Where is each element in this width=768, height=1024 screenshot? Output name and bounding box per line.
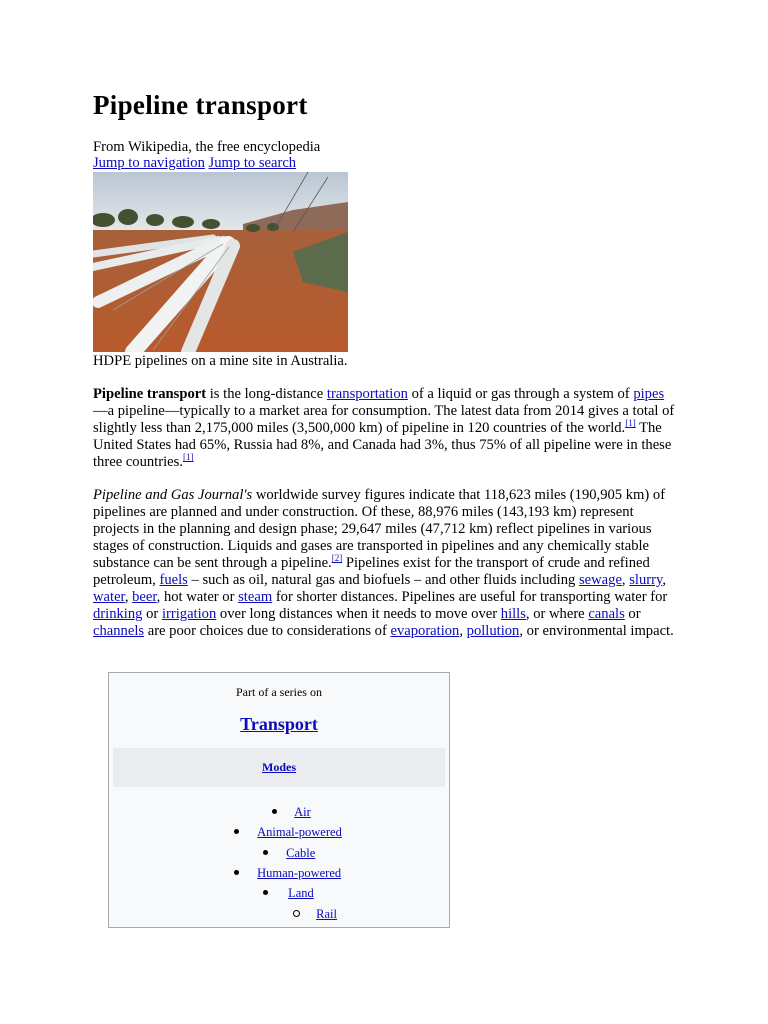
text: , (621, 572, 630, 588)
text: , (124, 589, 133, 605)
link-irrigation[interactable]: irrigation (161, 606, 217, 622)
series-label: Part of a series on (236, 685, 322, 699)
list-item (263, 886, 314, 901)
list-item (234, 825, 342, 840)
modes-heading-link[interactable]: Modes (262, 760, 296, 774)
bullet-icon (234, 829, 239, 834)
text: or (624, 606, 641, 622)
mode-land-link[interactable]: Land (288, 886, 314, 900)
link-sewage[interactable]: sewage (578, 572, 622, 588)
mode-rail-link[interactable]: Rail (316, 907, 337, 921)
tagline: From Wikipedia, the free encyclopedia (93, 139, 321, 155)
text: , hot water or (156, 589, 239, 605)
link-steam[interactable]: steam (238, 589, 273, 605)
journal-title: Pipeline and Gas Journal's (93, 487, 253, 503)
text: , or where (525, 606, 589, 622)
text: , or environmental impact. (519, 623, 674, 639)
bullet-icon (272, 809, 277, 814)
mode-human-powered-link[interactable]: Human-powered (257, 866, 342, 880)
link-slurry[interactable]: slurry (629, 572, 663, 588)
reference-1-link-b[interactable]: [1] (182, 452, 194, 462)
link-hills[interactable]: hills (500, 606, 526, 622)
text: —a pipeline—typically to a market area for consumption. The latest data from 2014 gives a total of slightly less than 2,175,000 miles (3,500,000 km) of pipeline in 120 countries of the world. (93, 403, 675, 436)
bullet-icon (263, 890, 268, 895)
text: worldwide survey figures indicate that 118,623 miles (190,905 km) of pipelines are planned and under construction. Of these, 88,976 miles (143,193 km) represent projects in the planning and design phase; 29,647 miles (47,712 km) reflect pipelines in various stages of construction. Liquids and gases are transported in pipelines and any chemically stable substance can be sent through a pipeline. (93, 487, 666, 571)
text: is the long-distance (206, 386, 327, 402)
transport-title-link[interactable]: Transport (240, 714, 318, 734)
jump-to-search-link[interactable]: Jump to search (208, 155, 297, 171)
link-fuels[interactable]: fuels (159, 572, 188, 588)
survey-paragraph (93, 487, 675, 640)
text: for shorter distances. Pipelines are useful for transporting water for (272, 589, 668, 605)
text: are poor choices due to considerations of (144, 623, 391, 639)
link-channels[interactable]: channels (93, 623, 145, 639)
link-pollution[interactable]: pollution (466, 623, 520, 639)
link-water[interactable]: water (93, 589, 125, 605)
link-evaporation[interactable]: evaporation (390, 623, 460, 639)
text: , (459, 623, 467, 639)
link-pipes[interactable]: pipes (633, 386, 665, 402)
circle-bullet-icon (293, 910, 300, 917)
pipeline-photo-illustration (93, 172, 348, 352)
list-item (263, 846, 315, 861)
page-title: Pipeline transport (93, 90, 308, 120)
pipeline-photo[interactable] (93, 172, 348, 352)
text: , (662, 572, 666, 588)
mode-air-link[interactable]: Air (294, 805, 311, 819)
text: – such as oil, natural gas and biofuels – and other fluids including (187, 572, 579, 588)
link-drinking[interactable]: drinking (93, 606, 143, 622)
bullet-icon (263, 850, 268, 855)
text: of a liquid or gas through a system of (407, 386, 634, 402)
list-item (272, 805, 311, 820)
link-canals[interactable]: canals (588, 606, 625, 622)
text: or (142, 606, 162, 622)
text: over long distances when it needs to move over (216, 606, 501, 622)
image-caption: HDPE pipelines on a mine site in Australia. (93, 353, 348, 369)
bullet-icon (234, 870, 239, 875)
mode-animal-powered-link[interactable]: Animal-powered (257, 825, 342, 839)
link-beer[interactable]: beer (132, 589, 157, 605)
link-transportation[interactable]: transportation (326, 386, 408, 402)
mode-cable-link[interactable]: Cable (286, 846, 316, 860)
term-bold: Pipeline transport (93, 386, 207, 402)
list-item (234, 866, 341, 881)
transport-series-sidebar (108, 672, 450, 928)
reference-2-link[interactable]: [2] (331, 553, 343, 563)
list-item (293, 907, 337, 922)
text: The United States had 65%, Russia had 8%, and Canada had 3%, thus 75% of all pipeline were in these three countries. (93, 420, 672, 470)
text: Pipelines exist for the transport of crude and refined petroleum, (93, 555, 650, 588)
reference-1-link[interactable]: [1] (625, 418, 636, 428)
jump-to-navigation-link[interactable]: Jump to navigation (93, 155, 205, 171)
intro-paragraph (93, 386, 675, 471)
jump-links (93, 155, 296, 172)
